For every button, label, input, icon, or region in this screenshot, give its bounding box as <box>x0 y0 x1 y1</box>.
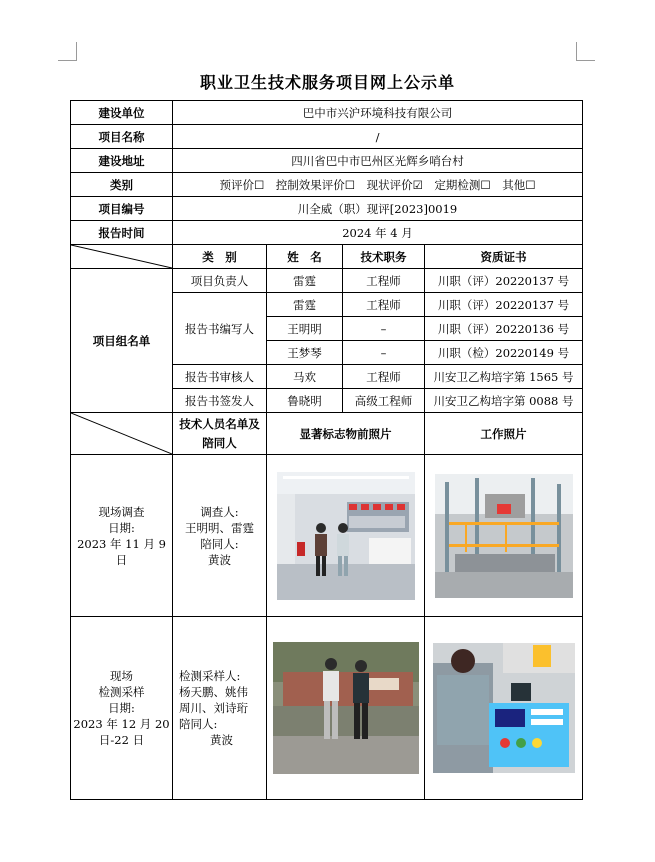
work-photo-header: 工作照片 <box>425 413 583 455</box>
team-cert: 川职（评）20220136 号 <box>425 317 583 341</box>
construction-address-label: 建设地址 <box>71 149 173 173</box>
team-title: 工程师 <box>343 365 425 389</box>
sampling-staff-cell <box>173 617 267 800</box>
category-label: 类别 <box>71 173 173 197</box>
team-header-cert: 资质证书 <box>425 245 583 269</box>
landmark-photo-header: 显著标志物前照片 <box>267 413 425 455</box>
sampling-date-cell <box>71 617 173 800</box>
construction-unit-label: 建设单位 <box>71 101 173 125</box>
survey-staff-line: 黄波 <box>208 552 231 567</box>
diagonal-line <box>71 245 172 268</box>
team-name: 王梦琴 <box>267 341 343 365</box>
survey-staff-line: 王明明、雷霆 <box>185 520 254 535</box>
project-number-label: 项目编号 <box>71 197 173 221</box>
row-project-name <box>71 125 583 149</box>
sampling-date: 2023 年 12 月 20 日-22 日 <box>73 717 170 747</box>
sampling-landmark-photo <box>273 642 419 774</box>
report-time-value: 2024 年 4 月 <box>173 221 583 245</box>
publicity-table <box>70 100 583 800</box>
survey-label: 现场调查 <box>98 504 145 519</box>
team-row <box>71 269 583 293</box>
project-name-label: 项目名称 <box>71 125 173 149</box>
report-time-label: 报告时间 <box>71 221 173 245</box>
team-header-row <box>71 245 583 269</box>
survey-work-photo-cell <box>425 455 583 617</box>
team-title: 工程师 <box>343 293 425 317</box>
team-group-label: 项目组名单 <box>71 269 173 413</box>
staff-header: 技术人员名单及陪同人 <box>173 413 267 455</box>
survey-date-label: 日期: <box>108 520 135 535</box>
row-construction-unit <box>71 101 583 125</box>
team-name: 雷霆 <box>267 269 343 293</box>
team-category: 报告书审核人 <box>173 365 267 389</box>
team-cert: 川安卫乙构培字第 0088 号 <box>425 389 583 413</box>
corner-mark-top-left <box>58 42 77 61</box>
survey-landmark-photo-cell <box>267 455 425 617</box>
team-category: 报告书编写人 <box>173 293 267 365</box>
team-title: – <box>343 341 425 365</box>
diagonal-header-cell <box>71 413 173 455</box>
team-title: 工程师 <box>343 269 425 293</box>
team-title: 高级工程师 <box>343 389 425 413</box>
survey-date-cell <box>71 455 173 617</box>
sampling-staff-line: 周川、刘诗珩 <box>179 701 248 715</box>
team-header-category: 类 别 <box>173 245 267 269</box>
team-category: 报告书签发人 <box>173 389 267 413</box>
corner-mark-top-right <box>576 42 595 61</box>
survey-staff-cell <box>173 455 267 617</box>
sampling-work-photo-cell <box>425 617 583 800</box>
construction-address-value: 四川省巴中市巴州区光辉乡哨台村 <box>173 149 583 173</box>
diagonal-header-cell <box>71 245 173 269</box>
team-name: 雷霆 <box>267 293 343 317</box>
team-category: 项目负责人 <box>173 269 267 293</box>
team-name: 王明明 <box>267 317 343 341</box>
category-options: 预评价☐ 控制效果评价☐ 现状评价☑ 定期检测☐ 其他☐ <box>173 173 583 197</box>
survey-staff-line: 调查人: <box>200 504 239 519</box>
row-category <box>71 173 583 197</box>
project-number-value: 川全威（职）现评[2023]0019 <box>173 197 583 221</box>
survey-staff-line: 陪同人: <box>200 536 239 551</box>
sampling-staff-line: 检测采样人: <box>179 669 241 683</box>
row-construction-address <box>71 149 583 173</box>
survey-work-photo <box>435 474 573 598</box>
team-name: 马欢 <box>267 365 343 389</box>
sampling-work-photo <box>433 643 575 773</box>
project-name-value: / <box>173 125 583 149</box>
sampling-row <box>71 617 583 800</box>
page-title: 职业卫生技术服务项目网上公示单 <box>199 73 455 92</box>
sampling-staff-line: 陪同人: <box>179 717 218 731</box>
team-header-title: 技术职务 <box>343 245 425 269</box>
sampling-date-label: 日期: <box>108 701 135 715</box>
team-cert: 川职（评）20220137 号 <box>425 269 583 293</box>
survey-row <box>71 455 583 617</box>
survey-date: 2023 年 11 月 9 日 <box>77 536 166 567</box>
sampling-label: 检测采样 <box>98 685 145 699</box>
team-name: 鲁晓明 <box>267 389 343 413</box>
sampling-staff-line: 杨天鹏、姚伟 <box>179 685 248 699</box>
photo-header-row <box>71 413 583 455</box>
sampling-landmark-photo-cell <box>267 617 425 800</box>
construction-unit-value: 巴中市兴沪环境科技有限公司 <box>173 101 583 125</box>
sampling-staff-line: 黄波 <box>210 733 233 747</box>
survey-landmark-photo <box>277 472 415 600</box>
team-cert: 川职（检）20220149 号 <box>425 341 583 365</box>
diagonal-line <box>71 413 172 454</box>
row-report-time <box>71 221 583 245</box>
team-cert: 川职（评）20220137 号 <box>425 293 583 317</box>
team-header-name: 姓 名 <box>267 245 343 269</box>
sampling-label: 现场 <box>110 669 133 683</box>
row-project-number <box>71 197 583 221</box>
team-title: – <box>343 317 425 341</box>
team-cert: 川安卫乙构培字第 1565 号 <box>425 365 583 389</box>
